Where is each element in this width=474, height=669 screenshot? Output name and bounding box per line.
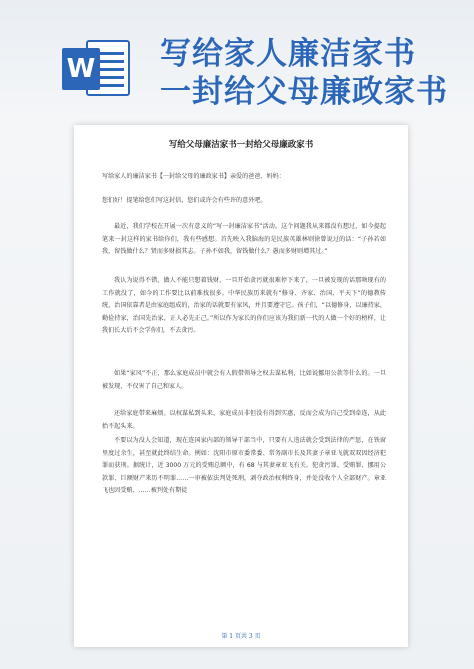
paragraph-intro: 最近，我们学校在开展一次有意义的“写一封廉洁家书”活动。这个问题我从来都没有想过，如今提起笔来一封这样的家书给你们，我有些感想。首先映入我脑海的是民族英雄林则徐曾说过的话：“子孙若如我，留钱做什么？贤而多财损其志。子孙不如我，留钱做什么？愚而多财则增其过。”: [102, 223, 386, 256]
paragraph-family-tradition: 我认为说得不错，做人不能只想着钱财，一旦开始贪污就很难停下来了，一旦被发现的话那啥现有的工作就没了，如今的工作要比以前难找很多。中华民族历来就有“修身、齐家、治国、平天下”的德教传统，治国依靠者是由家庭组成的，治家的话就要有家风，并且要遵守它。孩子们，“以德修身，以廉持家，勤俭持家，治国先治家，正人必先正己。”所以作为家长的你们应该为我们新一代的人做一个好的榜样，让我们长大后不会学你们，不去贪污。: [102, 277, 386, 335]
paragraph-family-style: 如果“家风”不正，那么家庭成员中就会有人假借领导之权去谋私利，比如说挪用公款等什么的。一旦被发现，不仅害了自己和家人。: [102, 370, 386, 390]
banner-title-line-2: 一封给父母廉政家书: [160, 74, 448, 110]
banner-title-line-1: 写给家人廉洁家书: [160, 36, 416, 72]
word-document-icon: [62, 38, 132, 100]
paragraph-greeting: 您们好！提笔给您们写这封信，您们或许会有些许的意外吧。: [102, 197, 267, 204]
document-page-preview: [74, 125, 408, 647]
paragraph-consequences: 还给家庭带来麻烦。以权谋私到头来，家庭成员非但没有得到实惠，反而会成为自己受到牵连，从此抬不起头来。: [102, 410, 386, 430]
paragraph-example: 不要以为没人会知道，现在连国家内部的领导干部当中，只要有人违法就会受到法律的严惩，在铁窗里度过余生，甚至就此终结生命。例如：沈阳市原市委常委、常务副市长及其妻子章亚飞就双双因经济犯罪而获刑。据统计，近 3000 万元的受贿总额中，有 68 与其妻章亚飞有关。犯贪污罪、受贿罪、挪用公款罪、巨额财产来历不明罪……一审被依法判处死刑，剥夺政治权利终身，并处没收个人全部财产。章亚飞也因受贿、……被判处有期徒: [102, 437, 386, 495]
word-letter-badge: W: [62, 48, 100, 90]
document-title: 写给父母廉洁家书一封给父母廉政家书: [168, 140, 314, 150]
header-banner: [0, 0, 474, 118]
page-number-footer: 第 1 页共 3 页: [221, 633, 261, 640]
paragraph-salutation: 写给家人的廉洁家书【一封给父母的廉政家书】亲爱的爸爸、妈妈：: [102, 173, 285, 180]
